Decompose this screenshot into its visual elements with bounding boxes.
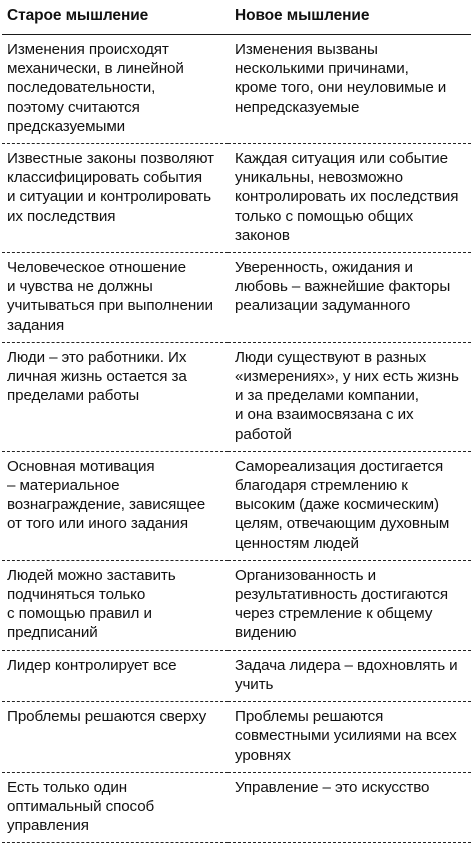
cell-old-thinking xyxy=(2,253,228,343)
header-old-thinking: Старое мышление xyxy=(2,4,228,35)
cell-text-line: уникальны, невозможно xyxy=(235,169,403,187)
cell-text-line: с помощью правил и xyxy=(7,605,152,623)
cell-text-line: Основная мотивация xyxy=(7,457,155,475)
cell-old-thinking xyxy=(2,702,228,773)
cell-text-line: их последствия xyxy=(7,207,116,225)
cell-text-line: целям, отвечающим духовным xyxy=(235,515,450,533)
cell-text-line: Лидер контролирует все xyxy=(7,656,177,674)
cell-text-line: благодаря стремлению к xyxy=(235,477,408,495)
cell-text-line: предписаний xyxy=(7,624,98,642)
cell-new-thinking xyxy=(228,35,471,144)
table-body xyxy=(2,35,471,843)
cell-old-thinking xyxy=(2,342,228,451)
cell-text-line: – материальное xyxy=(7,477,120,495)
cell-text-line: Есть только один xyxy=(7,778,128,796)
cell-old-thinking xyxy=(2,650,228,701)
cell-text-line: законов xyxy=(235,226,290,244)
cell-text-line: от того или иного задания xyxy=(7,515,188,533)
cell-text-line: реализации задуманного xyxy=(235,297,411,315)
table-row xyxy=(2,253,471,343)
cell-text-line: и ситуации и контролировать xyxy=(7,188,211,206)
cell-text-line: механически, в линейной xyxy=(7,60,184,78)
cell-text-line: Люди – это работники. Их xyxy=(7,348,187,366)
cell-text-line: совместными усилиями на всех xyxy=(235,727,457,745)
cell-text-line: Организованность и xyxy=(235,566,376,584)
cell-new-thinking xyxy=(228,650,471,701)
cell-text-line: классифицировать события xyxy=(7,169,203,187)
cell-text-line: вознаграждение, зависящее xyxy=(7,496,206,514)
cell-text-line: через стремление к общему xyxy=(235,605,433,623)
cell-text-line: ценностям людей xyxy=(235,534,359,552)
cell-text-line: «измерениях», у них есть жизнь xyxy=(235,368,459,386)
cell-text-line: и она взаимосвязана с их xyxy=(235,406,414,424)
cell-text-line: Людей можно заставить xyxy=(7,566,176,584)
cell-old-thinking xyxy=(2,144,228,253)
cell-text-line: Изменения происходят xyxy=(7,41,169,58)
cell-text-line: видению xyxy=(235,624,297,642)
cell-new-thinking xyxy=(228,253,471,343)
cell-text-line: последовательности, xyxy=(7,79,156,97)
cell-text-line: Проблемы решаются xyxy=(235,708,384,726)
cell-text-line: кроме того, они неуловимые и xyxy=(235,79,447,97)
cell-text-line: подчиняться только xyxy=(7,586,146,604)
cell-text-line: Управление – это искусство xyxy=(235,778,430,796)
cell-text-line: Проблемы решаются сверху xyxy=(7,708,207,726)
cell-text-line: любовь – важнейшие факторы xyxy=(235,278,451,296)
cell-new-thinking xyxy=(228,560,471,650)
cell-text-line: Уверенность, ожидания и xyxy=(235,259,413,277)
cell-new-thinking xyxy=(228,144,471,253)
cell-text-line: управления xyxy=(7,817,89,835)
cell-old-thinking xyxy=(2,772,228,843)
cell-text-line: Человеческое отношение xyxy=(7,259,186,277)
cell-text-line: Известные законы позволяют xyxy=(7,150,214,168)
table-row xyxy=(2,451,471,560)
cell-text-line: личная жизнь остается за xyxy=(7,368,187,386)
cell-text-line: Изменения вызваны xyxy=(235,41,378,58)
cell-text-line: оптимальный способ xyxy=(7,797,155,815)
cell-text-line: непредсказуемые xyxy=(235,98,360,116)
cell-new-thinking xyxy=(228,342,471,451)
table-row xyxy=(2,144,471,253)
cell-new-thinking xyxy=(228,451,471,560)
table-row xyxy=(2,650,471,701)
cell-new-thinking xyxy=(228,702,471,773)
cell-old-thinking xyxy=(2,451,228,560)
cell-text-line: предсказуемыми xyxy=(7,117,126,135)
table-row xyxy=(2,702,471,773)
cell-text-line: Самореализация достигается xyxy=(235,457,444,475)
cell-text-line: учить xyxy=(235,675,274,693)
cell-old-thinking xyxy=(2,560,228,650)
cell-text-line: несколькими причинами, xyxy=(235,60,409,78)
cell-text-line: высоким (даже космическим) xyxy=(235,496,439,514)
cell-text-line: контролировать их последствия xyxy=(235,188,459,206)
cell-text-line: Люди существуют в разных xyxy=(235,348,427,366)
table-row xyxy=(2,35,471,144)
comparison-table xyxy=(2,4,471,843)
cell-text-line: пределами работы xyxy=(7,387,140,405)
cell-text-line: и чувства не должны xyxy=(7,278,153,296)
cell-text-line: учитываться при выполнении xyxy=(7,297,213,315)
table-row xyxy=(2,560,471,650)
table-row xyxy=(2,342,471,451)
table-header-row xyxy=(2,4,471,35)
cell-text-line: Каждая ситуация или событие xyxy=(235,150,448,168)
cell-text-line: задания xyxy=(7,316,65,334)
cell-text-line: результативность достигаются xyxy=(235,586,448,604)
cell-text-line: поэтому считаются xyxy=(7,98,140,116)
cell-text-line: уровнях xyxy=(235,746,291,764)
cell-text-line: Задача лидера – вдохновлять и xyxy=(235,656,458,674)
cell-new-thinking xyxy=(228,772,471,843)
cell-text-line: и за пределами компании, xyxy=(235,387,419,405)
cell-text-line: работой xyxy=(235,425,292,443)
table-row xyxy=(2,772,471,843)
header-new-thinking: Новое мышление xyxy=(228,4,471,35)
cell-old-thinking xyxy=(2,35,228,144)
cell-text-line: только с помощью общих xyxy=(235,207,414,225)
